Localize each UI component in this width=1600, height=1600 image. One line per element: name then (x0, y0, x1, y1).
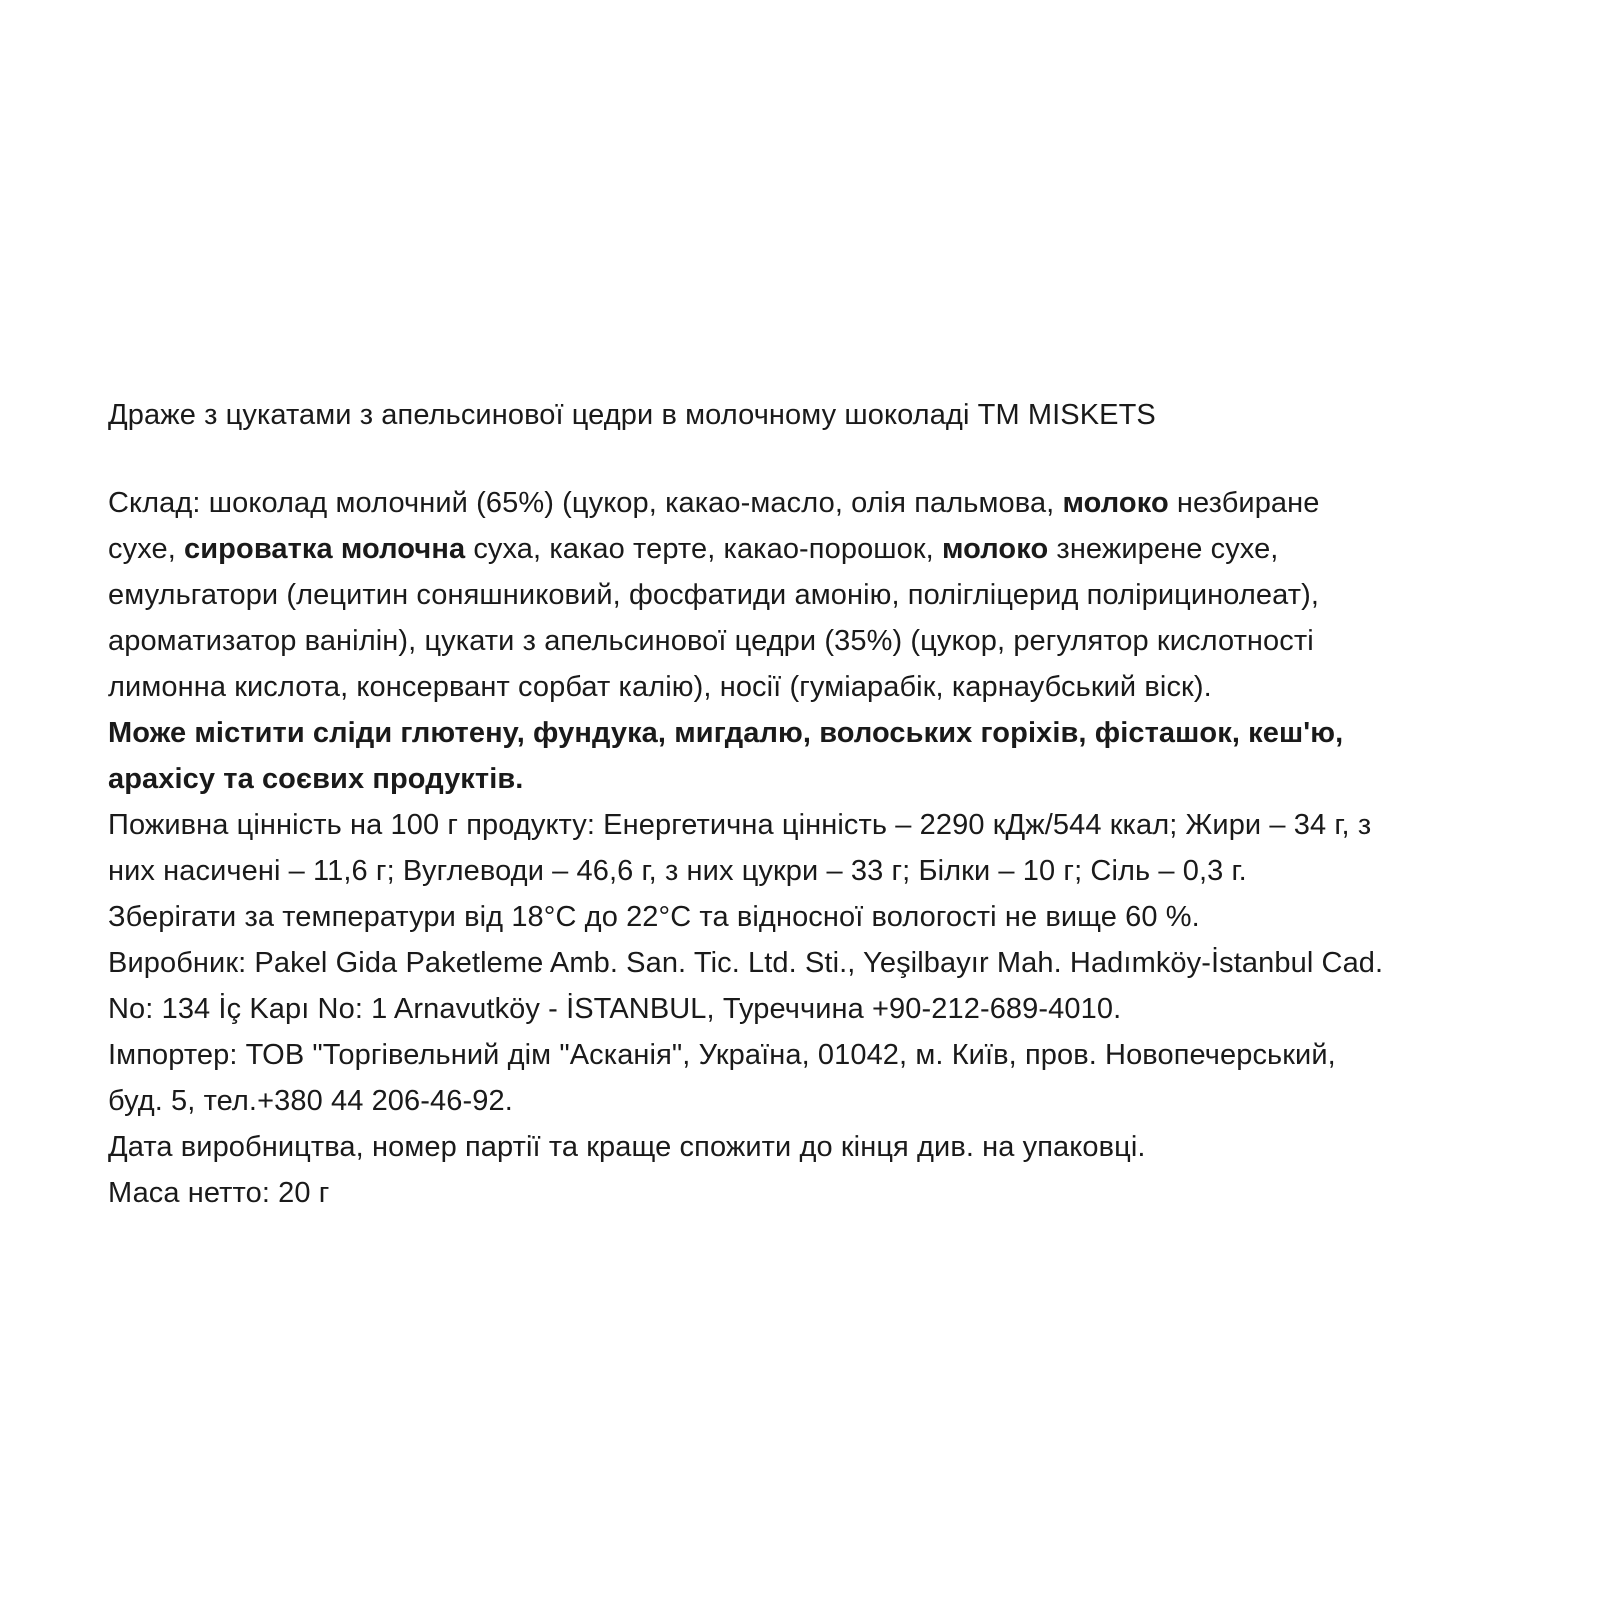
allergen-milk: молоко (1062, 487, 1169, 519)
allergen-warning-line-2: арахісу та соєвих продуктів. (108, 763, 524, 795)
allergen-warning-line-1: Може містити сліди глютену, фундука, мигдалю, волоських горіхів, фісташок, кеш'ю, (108, 717, 1344, 749)
composition-text: знежирене сухе, (1048, 533, 1279, 565)
allergen-milk: молоко (942, 533, 1049, 565)
allergen-warning (108, 710, 1528, 802)
production-date-note: Дата виробництва, номер партії та краще спожити до кінця див. на упаковці. (108, 1131, 1146, 1163)
composition-text: сухе, (108, 533, 185, 565)
storage-conditions: Зберігати за температури від 18°С до 22°С та відносної вологості не вище 60 %. (108, 901, 1200, 933)
composition-text: незбиране (1168, 487, 1320, 519)
product-label-text (108, 392, 1528, 1216)
composition-line-2 (108, 526, 1528, 572)
nutrition-line-2: них насичені – 11,6 г; Вуглеводи – 46,6 г, з них цукри – 33 г; Білки – 10 г; Сіль – 0,3 г. (108, 855, 1247, 887)
product-title: Драже з цукатами з апельсинової цедри в молочному шоколаді ТМ MISKETS (108, 399, 1156, 431)
composition-line-5: лимонна кислота, консервант сорбат калію), носії (гуміарабік, карнаубський віск). (108, 671, 1212, 703)
allergen-whey: сироватка молочна (184, 533, 466, 565)
importer-line-2: буд. 5, тел.+380 44 206-46-92. (108, 1085, 513, 1117)
manufacturer-line-1: Виробник: Pakel Gida Paketleme Amb. San. Tic. Ltd. Sti., Yeşilbayır Mah. Hadımköy-İstanbul Cad. (108, 947, 1384, 979)
composition-line-4: ароматизатор ванілін), цукати з апельсинової цедри (35%) (цукор, регулятор кислотності (108, 625, 1314, 657)
nutrition-line-1: Поживна цінність на 100 г продукту: Енергетична цінність – 2290 кДж/544 ккал; Жири – 34 г, з (108, 809, 1372, 841)
composition-text: суха, какао терте, какао-порошок, (465, 533, 942, 565)
composition-line-1 (108, 480, 1528, 526)
composition-text: Склад: шоколад молочний (65%) (цукор, какао-масло, олія пальмова, (108, 487, 1063, 519)
importer (108, 1032, 1528, 1124)
composition (108, 480, 1528, 710)
manufacturer (108, 940, 1528, 1032)
manufacturer-line-2: No: 134 İç Kapı No: 1 Arnavutköy - İSTANBUL, Туреччина +90-212-689-4010. (108, 993, 1122, 1025)
nutrition-facts (108, 802, 1528, 894)
composition-line-3: емульгатори (лецитин соняшниковий, фосфатиди амонію, полігліцерид полірицинолеат), (108, 579, 1320, 611)
net-weight: Маса нетто: 20 г (108, 1177, 330, 1209)
importer-line-1: Імпортер: ТОВ "Торгівельний дім "Асканія", Україна, 01042, м. Київ, пров. Новопечерський, (108, 1039, 1336, 1071)
